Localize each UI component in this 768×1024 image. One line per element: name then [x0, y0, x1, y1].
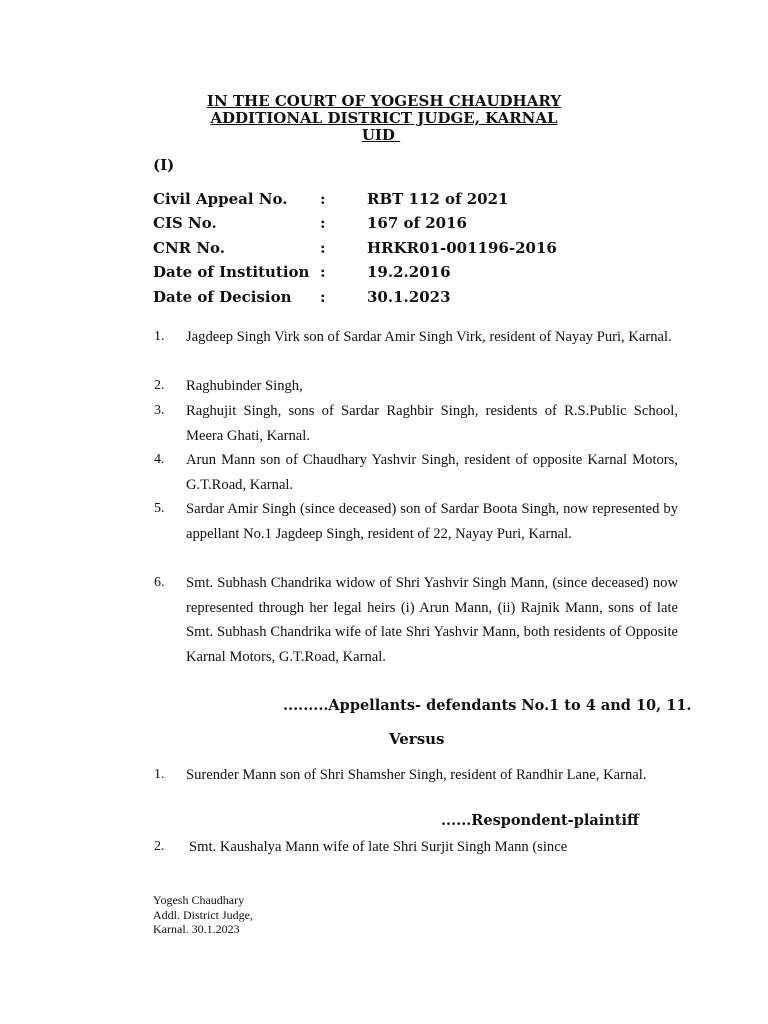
judge-signature-footer	[153, 893, 253, 937]
respondent-label: ......Respondent-plaintiff	[441, 812, 639, 829]
list-item-number: 3.	[154, 403, 165, 418]
list-item: Arun Mann son of Chaudhary Yashvir Singh, resident of opposite Karnal Motors, G.T.Road, Karnal.	[186, 452, 678, 493]
versus-heading: Versus	[389, 730, 445, 748]
appellants-label: .........Appellants- defendants No.1 to 4 and 10, 11.	[283, 697, 692, 714]
meta-value-decision: 30.1.2023	[367, 288, 451, 306]
court-heading-line2: ADDITIONAL DISTRICT JUDGE, KARNAL	[210, 109, 558, 127]
list-item-number: 5.	[154, 501, 165, 516]
meta-colon: :	[320, 239, 326, 257]
list-item-number: 1.	[154, 329, 165, 344]
footer-judge-name: Yogesh Chaudhary	[153, 893, 245, 907]
meta-value-civil-appeal: RBT 112 of 2021	[367, 190, 509, 208]
meta-colon: :	[320, 288, 326, 306]
list-item-number: 6.	[154, 575, 165, 590]
footer-place-date: Karnal. 30.1.2023	[153, 922, 240, 936]
meta-colon: :	[320, 190, 326, 208]
meta-value-cis: 167 of 2016	[367, 214, 467, 232]
list-item: Smt. Subhash Chandrika widow of Shri Yashvir Singh Mann, (since deceased) now represented through her legal heirs (i) Arun Mann, (ii) Rajnik Mann, sons of late Smt. Subhash Chandrika wife of late Shri Yashvir Mann, both residents of Opposite Karnal Motors, G.T.Road, Karnal.	[186, 575, 678, 665]
list-item: Raghubinder Singh,	[186, 378, 303, 394]
list-item-number: 1.	[154, 767, 165, 782]
list-item: Smt. Kaushalya Mann wife of late Shri Surjit Singh Mann (since	[189, 839, 568, 855]
meta-colon: :	[320, 214, 326, 232]
footer-designation: Addl. District Judge,	[153, 907, 253, 922]
meta-colon: :	[320, 263, 326, 281]
meta-value-cnr: HRKR01-001196-2016	[367, 239, 557, 257]
section-marker: (I)	[153, 156, 175, 174]
meta-label-cis: CIS No.	[153, 214, 217, 232]
list-item-number: 2.	[154, 378, 165, 393]
meta-label-decision: Date of Decision	[153, 288, 292, 306]
court-heading-line1: IN THE COURT OF YOGESH CHAUDHARY	[206, 92, 562, 110]
list-item-number: 2.	[154, 839, 165, 854]
court-heading-uid: UID	[361, 126, 401, 144]
meta-value-institution: 19.2.2016	[367, 263, 451, 281]
list-item-number: 4.	[154, 452, 165, 467]
list-item: Raghujit Singh, sons of Sardar Raghbir Singh, residents of R.S.Public School, Meera Ghati, Karnal.	[186, 403, 678, 444]
meta-label-civil-appeal: Civil Appeal No.	[153, 190, 288, 208]
list-item: Sardar Amir Singh (since deceased) son of Sardar Boota Singh, now represented by appellant No.1 Jagdeep Singh, resident of 22, Nayay Puri, Karnal.	[186, 501, 678, 542]
meta-label-institution: Date of Institution	[153, 263, 310, 281]
meta-label-cnr: CNR No.	[153, 239, 226, 257]
list-item: Surender Mann son of Shri Shamsher Singh, resident of Randhir Lane, Karnal.	[186, 767, 647, 783]
list-item: Jagdeep Singh Virk son of Sardar Amir Singh Virk, resident of Nayay Puri, Karnal.	[186, 329, 672, 345]
